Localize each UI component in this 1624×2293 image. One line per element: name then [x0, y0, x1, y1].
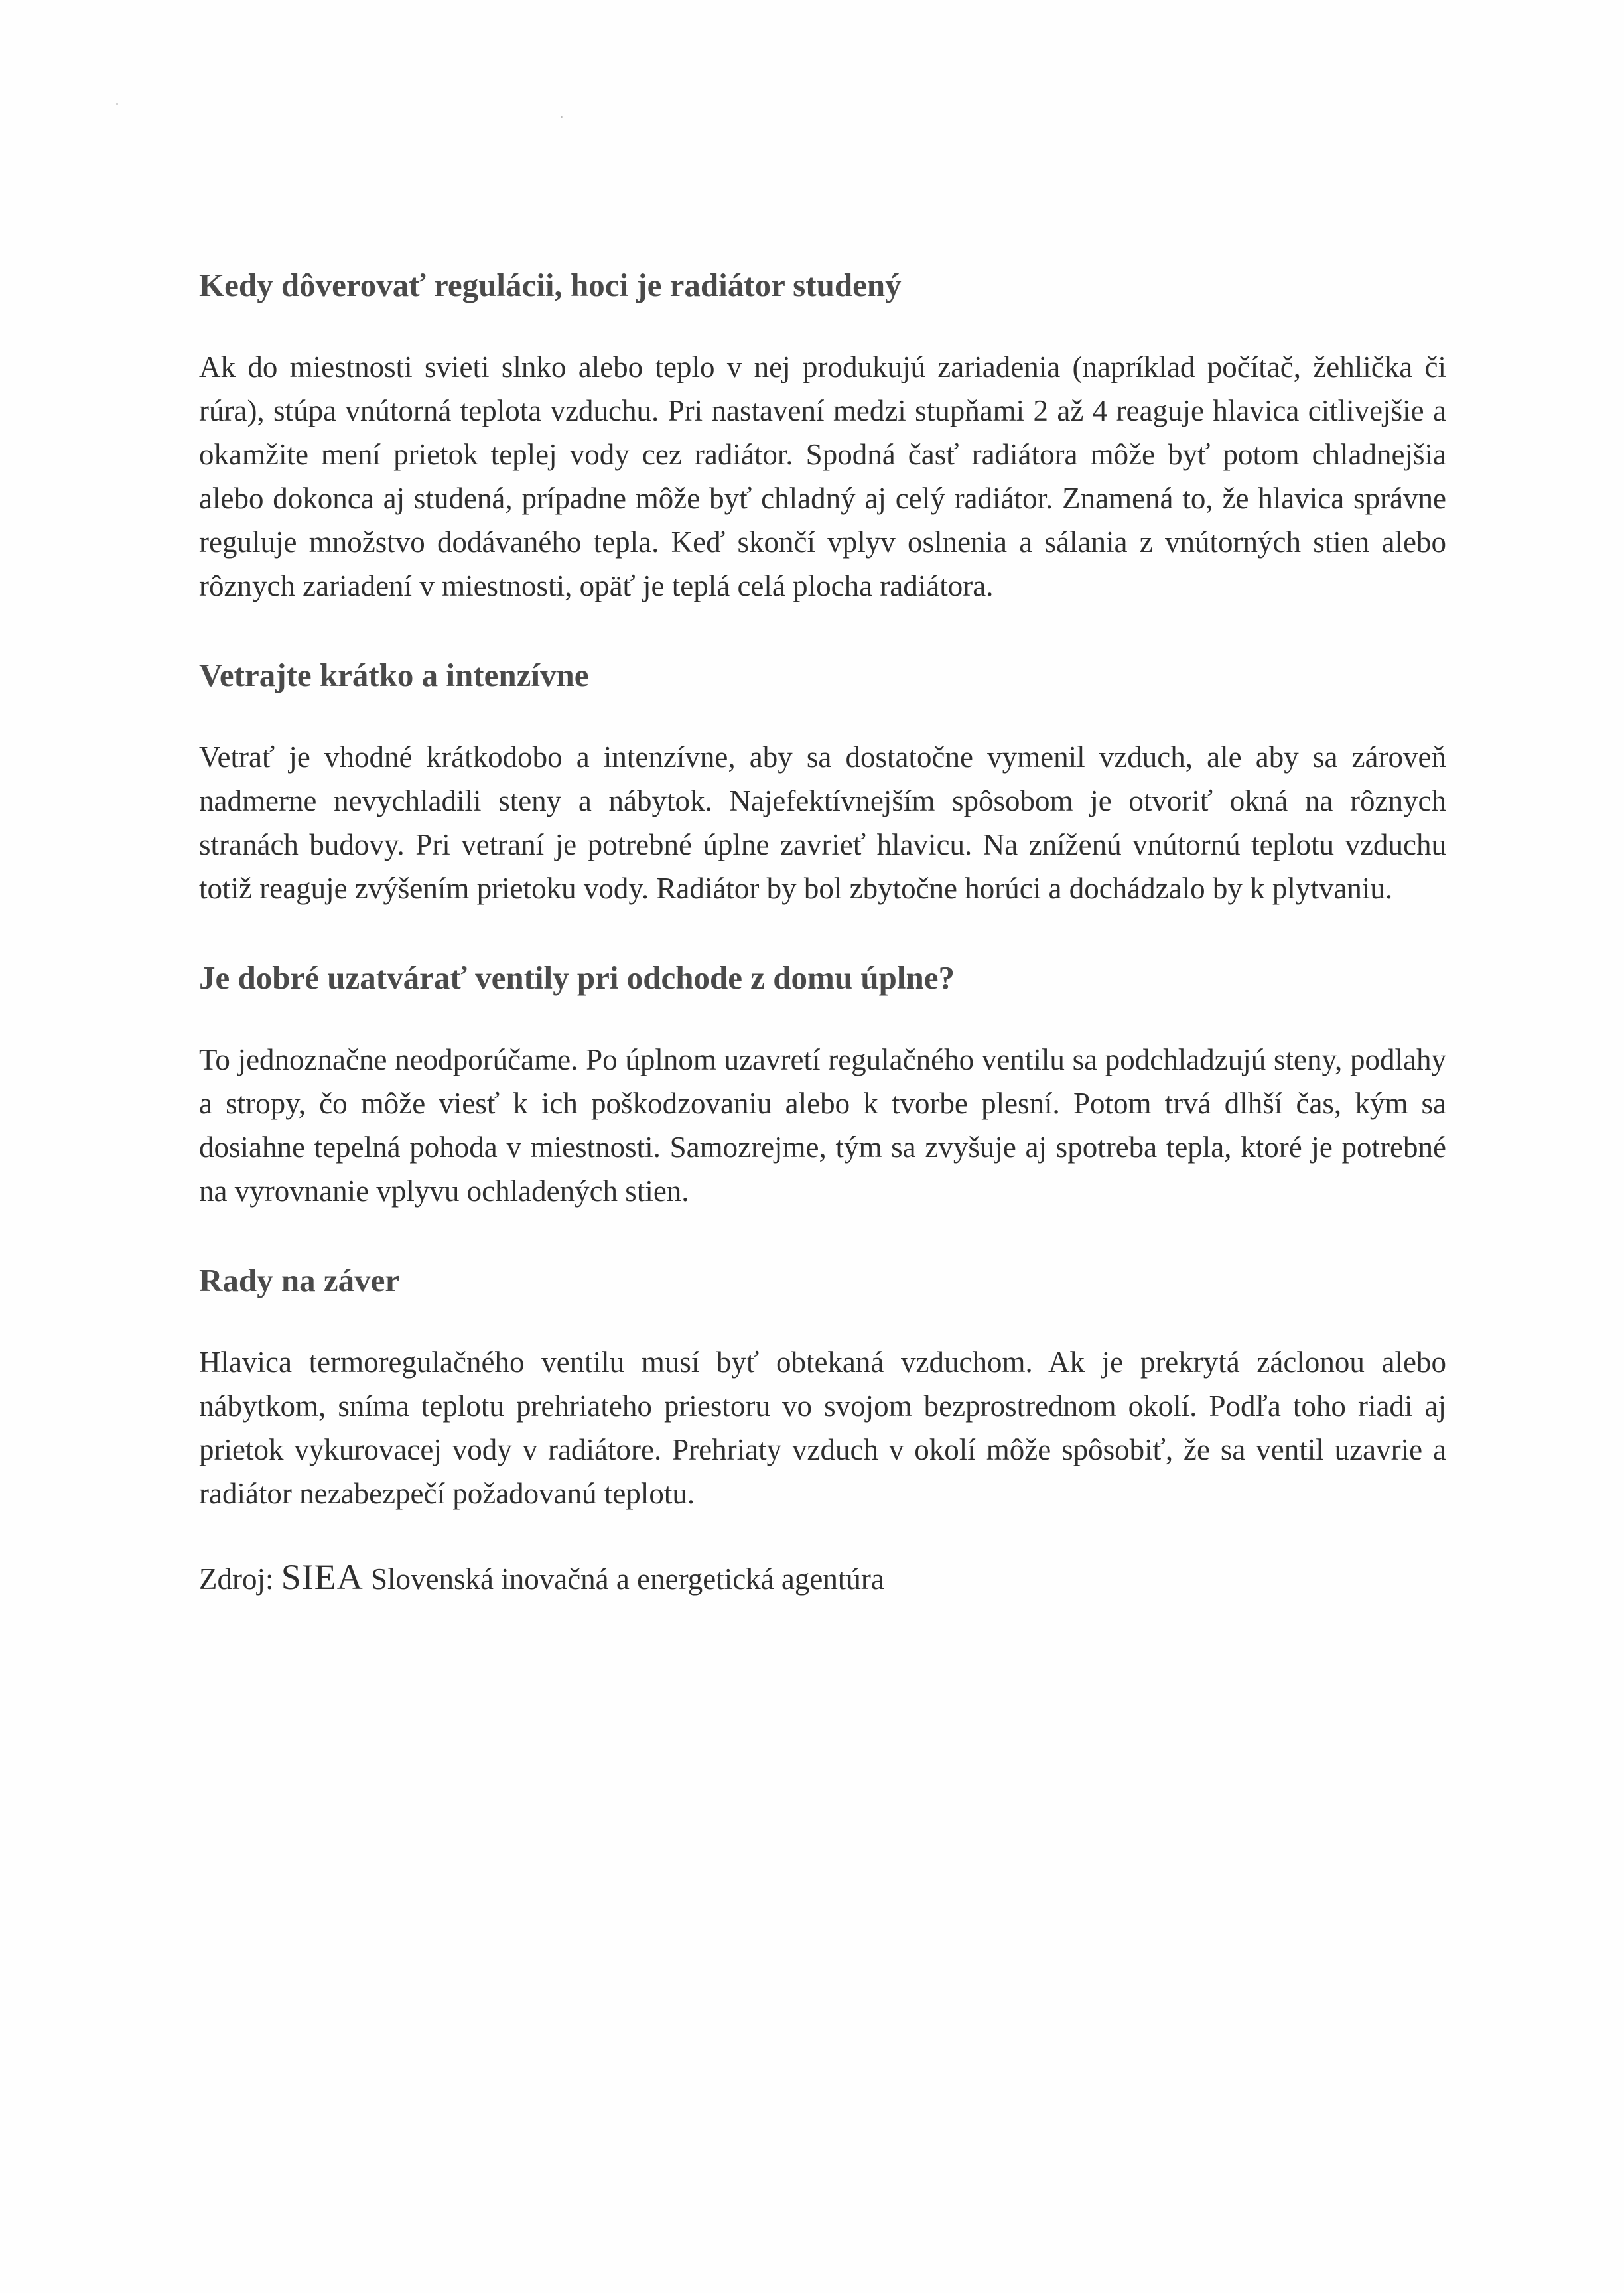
source-brand: SIEA [281, 1557, 364, 1597]
scan-speck [561, 116, 563, 118]
section-paragraph-final-tips: Hlavica termoregulačného ventilu musí byť obtekaná vzduchom. Ak je prekrytá záclonou alebo nábytkom, sníma teplotu prehriateho priestoru vo svojom bezprostrednom okolí. Podľa toho riadi aj prietok vykurovacej vody v radiátore. Prehriaty vzduch v okolí môže spôsobiť, že sa ventil uzavrie a radiátor nezabezpečí požadovanú teplotu. [199, 1346, 1446, 1510]
source-line [199, 1555, 1446, 1601]
section-paragraph-regulation: Ak do miestnosti svieti slnko alebo teplo v nej produkujú zariadenia (napríklad počítač, žehlička či rúra), stúpa vnútorná teplota vzduchu. Pri nastavení medzi stupňami 2 až 4 reaguje hlavica citlivejšie a okamžite mení prietok teplej vody cez radiátor. Spodná časť radiátora môže byť potom chladnejšia alebo dokonca aj studená, prípadne môže byť chladný aj celý radiátor. Znamená to, že hlavica správne reguluje množstvo dodávaného tepla. Keď skončí vplyv oslnenia a sálania z vnútorných stien alebo rôznych zariadení v miestnosti, opäť je teplá celá plocha radiátora. [199, 350, 1446, 602]
section-heading-closing-valves: Je dobré uzatvárať ventily pri odchode z domu úplne? [199, 959, 955, 996]
section-heading-ventilation: Vetrajte krátko a intenzívne [199, 657, 589, 693]
source-prefix: Zdroj: [199, 1563, 274, 1596]
section-heading-final-tips: Rady na záver [199, 1262, 400, 1298]
section-heading-regulation: Kedy dôverovať regulácii, hoci je radiátor studený [199, 267, 902, 303]
section-paragraph-ventilation: Vetrať je vhodné krátkodobo a intenzívne, aby sa dostatočne vymenil vzduch, ale aby sa zároveň nadmerne nevychladili steny a nábytok. Najefektívnejším spôsobom je otvoriť okná na rôznych stranách budovy. Pri vetraní je potrebné úplne zavrieť hlavicu. Na zníženú vnútornú teplotu vzduchu totiž reaguje zvýšením prietoku vody. Radiátor by bol zbytočne horúci a dochádzalo by k plytvaniu. [199, 740, 1446, 905]
section-paragraph-closing-valves: To jednoznačne neodporúčame. Po úplnom uzavretí regulačného ventilu sa podchladzujú steny, podlahy a stropy, čo môže viesť k ich poškodzovaniu alebo k tvorbe plesní. Potom trvá dlhší čas, kým sa dosiahne tepelná pohoda v miestnosti. Samozrejme, tým sa zvyšuje aj spotreba tepla, ktoré je potrebné na vyrovnanie vplyvu ochladených stien. [199, 1043, 1446, 1208]
document-body [199, 265, 1446, 1601]
scan-speck [116, 103, 118, 105]
source-name: Slovenská inovačná a energetická agentúra [370, 1563, 884, 1596]
